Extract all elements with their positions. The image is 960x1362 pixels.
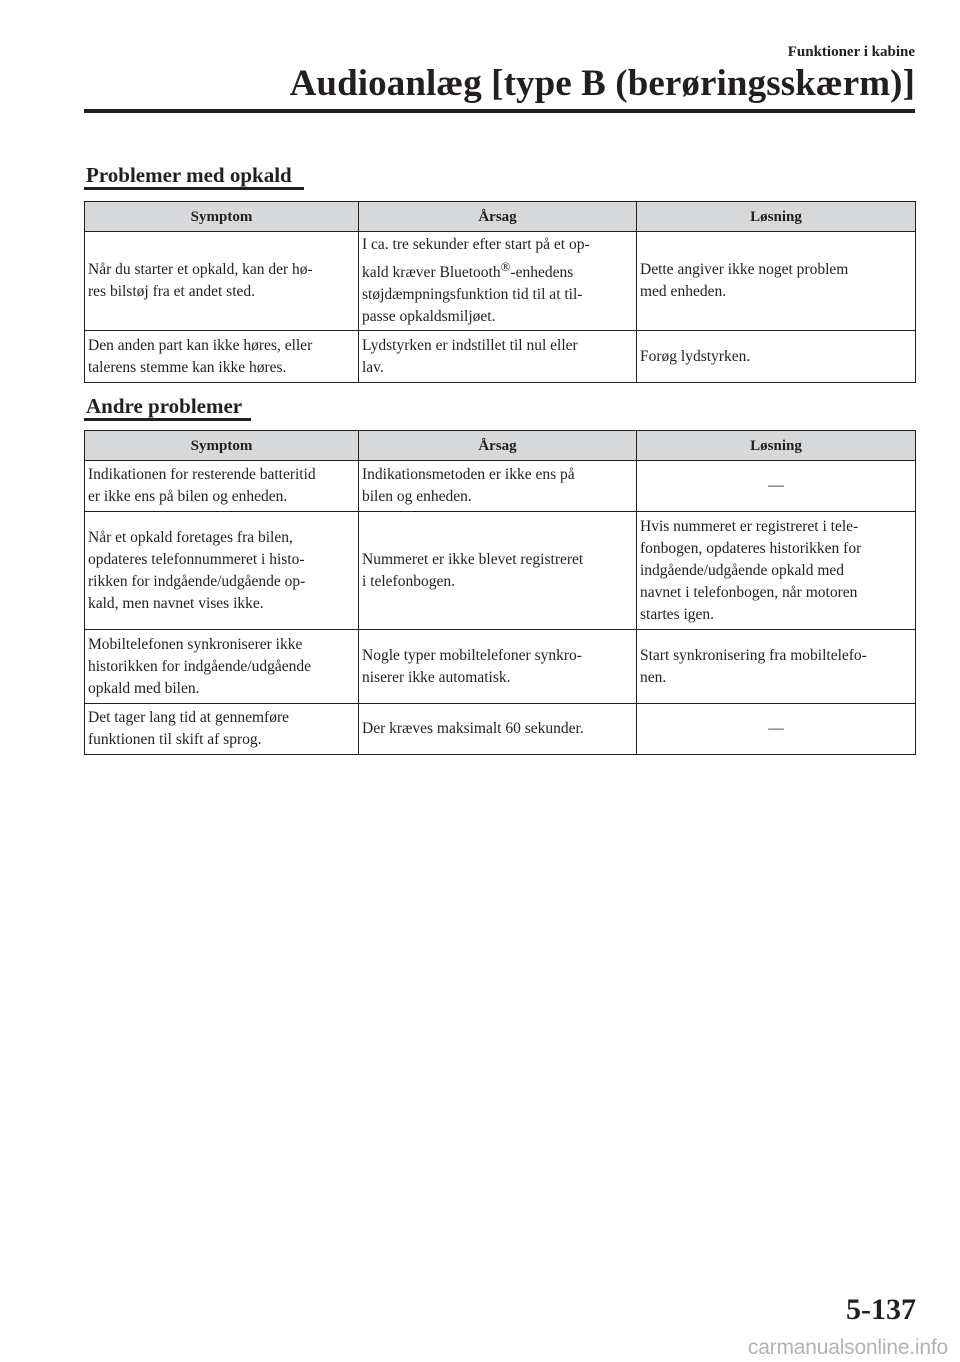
table-row xyxy=(85,704,916,755)
header-rule xyxy=(84,109,915,113)
section-rule-other xyxy=(84,418,251,421)
table-row xyxy=(85,512,916,630)
table-row xyxy=(85,232,916,331)
cause-cell: Nogle typer mobiltelefoner synkro- niserer ikke automatisk. xyxy=(359,630,637,704)
solution-cell: Dette angiver ikke noget problem med enheden. xyxy=(637,232,916,331)
solution-cell: — xyxy=(637,461,916,512)
calls-table xyxy=(84,201,916,383)
solution-cell: Start synkronisering fra mobiltelefo- nen. xyxy=(637,630,916,704)
cause-cell xyxy=(359,232,637,331)
section-heading-calls: Problemer med opkald xyxy=(86,163,292,187)
symptom-cell: Den anden part kan ikke høres, eller talerens stemme kan ikke høres. xyxy=(85,331,359,383)
symptom-cell: Når et opkald foretages fra bilen, opdateres telefonnummeret i histo- rikken for indgående/udgående op- kald, men navnet vises ikke. xyxy=(85,512,359,630)
column-header-symptom: Symptom xyxy=(85,431,359,461)
column-header-cause: Årsag xyxy=(359,431,637,461)
other-problems-table xyxy=(84,430,916,755)
column-header-cause: Årsag xyxy=(359,202,637,232)
column-header-symptom: Symptom xyxy=(85,202,359,232)
symptom-cell: Det tager lang tid at gennemføre funktionen til skift af sprog. xyxy=(85,704,359,755)
registered-mark: ® xyxy=(500,259,511,274)
symptom-cell: Når du starter et opkald, kan der hø- res bilstøj fra et andet sted. xyxy=(85,232,359,331)
watermark: carmanualsonline.info xyxy=(747,1336,948,1359)
cause-text-before: I ca. tre sekunder efter start på et op- kald kræver Bluetooth xyxy=(362,236,590,282)
symptom-cell: Indikationen for resterende batteritid er ikke ens på bilen og enheden. xyxy=(85,461,359,512)
page-number: 5-137 xyxy=(846,1293,916,1326)
table-row xyxy=(85,461,916,512)
section-rule-calls xyxy=(84,187,304,190)
column-header-solution: Løsning xyxy=(637,431,916,461)
header-section-label: Funktioner i kabine xyxy=(787,44,915,60)
cause-text-after: -enhedens støjdæmpningsfunktion tid til at til- passe opkaldsmiljøet. xyxy=(362,264,583,326)
page-title: Audioanlæg [type B (berøringsskærm)] xyxy=(289,63,915,104)
solution-cell: Forøg lydstyrken. xyxy=(637,331,916,383)
cause-cell: Indikationsmetoden er ikke ens på bilen og enheden. xyxy=(359,461,637,512)
table-header-row xyxy=(85,431,916,461)
solution-cell: — xyxy=(637,704,916,755)
symptom-cell: Mobiltelefonen synkroniserer ikke historikken for indgående/udgående opkald med bilen. xyxy=(85,630,359,704)
cause-cell: Lydstyrken er indstillet til nul eller lav. xyxy=(359,331,637,383)
table-row xyxy=(85,331,916,383)
table-header-row xyxy=(85,202,916,232)
solution-cell: Hvis nummeret er registreret i tele- fonbogen, opdateres historikken for indgående/udgående opkald med navnet i telefonbogen, når motoren startes igen. xyxy=(637,512,916,630)
cause-cell: Nummeret er ikke blevet registreret i telefonbogen. xyxy=(359,512,637,630)
column-header-solution: Løsning xyxy=(637,202,916,232)
section-heading-other: Andre problemer xyxy=(86,394,243,418)
table-row xyxy=(85,630,916,704)
cause-cell: Der kræves maksimalt 60 sekunder. xyxy=(359,704,637,755)
